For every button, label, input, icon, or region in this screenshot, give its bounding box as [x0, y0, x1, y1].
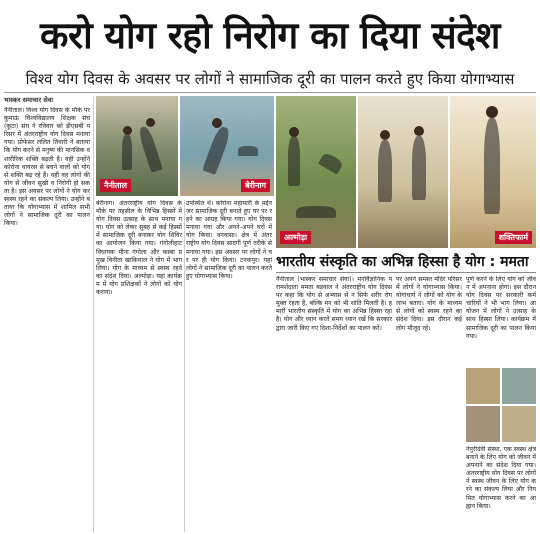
article-column-3: उपस्थित थे। कोरोना महामारी के मद्देनजर सामाजिक दूरी बनाते हुए घर पर रहने का आग्रह किया गया। योग दिवस मनाया गया और अपने-अपने घरों में योग किया। वनवासा। क्षेत्र में अंतरराष्ट्रीय योग दिवस सादगी पूर्ण तरीके से मनाया गया। इस अवसर पर लोगों ने घर पर ही योग किया। टनकपुर। यहां लोगों ने सामाजिक दूरी का पालन करते हुए योगाभ्यास किया। — [186, 200, 272, 280]
column-divider — [184, 200, 185, 532]
headline: करो योग रहो निरोग का दिया संदेश — [40, 13, 500, 57]
photo-caption: नैनीताल — [100, 179, 131, 192]
photo-small — [466, 406, 500, 442]
article-column-6: नेपुरीदेवी संस्था, एक स्वस्थ क्षेत्र बनाने के लिए योग को जीवन में अपनाने का संदेश दिया गया। अंतरराष्ट्रीय योग दिवस पर लोगों ने स्वस्थ जीवन के लिए योग करने का संकल्प लिया और नियमित योगाभ्यास करने का आह्वान किया। — [466, 446, 536, 510]
article-column-5: पूर्ण करने के लिए योग को जीवन में अपनाना होगा। इस दौरान योग दिवस पर सरकारी कर्मचारियों ने भी भाग लिया। आयोजन में लोगों ने उत्साह के साथ हिस्सा लिया। कार्यक्रम में सामाजिक दूरी का पालन किया गया। — [466, 276, 536, 340]
photo-caption: शक्तिफार्म — [495, 231, 532, 244]
second-story-headline: भारतीय संस्कृति का अभिन्न हिस्सा है योग : ममता — [276, 253, 529, 270]
subheadline: विश्व योग दिवस के अवसर पर लोगों ने सामाजिक दूरी का पालन करते हुए किया योगाभ्यास — [25, 70, 515, 88]
byline: भास्कर समाचार सेवा — [4, 96, 54, 104]
photo-caption: अल्मोड़ा — [280, 231, 311, 244]
article-column-1: नैनीताल। विश्व योग दिवस के मौके पर कुमाऊं विश्वविद्यालय शिक्षक संघ (कूटा) संघ ने रविवार को डीएसबी परिसर में अंतरराष्ट्रीय योग दिवस मनाया गया। प्रोफेसर ललित तिवारी ने बताया कि योग करने से मनुष्य की मानसिक व शारीरिक शक्ति बढ़ती है। वहीं उन्होंने कोरोना वायरस से बचने वालों को योग से शक्ति बढ़ रहे हैं। वहीं वह लोगों की योग से जीवन सुखी व निरोगी हो सकता है। इस अवसर पर लोगों ने योग कर स्वस्थ रहने का संकल्प लिया। उन्होंने बताया कि योगाभ्यास में शामिल सभी लोगों ने सामाजिक दूरी का पालन किया। — [4, 107, 90, 228]
photo-caption: बेरीनाग — [241, 179, 270, 192]
divider — [4, 92, 536, 93]
photo-small — [502, 406, 536, 442]
photo-shaktifarm-group — [358, 96, 448, 248]
second-story-text: नैनीताल (भास्कर समाचार सेवा)। मनोवैज्ञानिक परामर्शदाता ममता बडवाल ने अंतरराष्ट्रीय योग दिवस पर कहा कि योग से अभ्यास से न सिर्फ शरीर रोगमुक्त रहता है, बल्कि मन को भी शांति मिलती है। हमारी भारतीय संस्कृति में योग का अभिन्न हिस्सा रहा है। योग और ध्यान करते समय ध्यान रखें कि सरकार द्वारा जारी किए गए दिशा-निर्देशों का पालन करें। — [276, 276, 392, 332]
photo-shaktifarm — [450, 96, 536, 248]
photo-small — [466, 368, 500, 404]
photo-berinag — [180, 96, 274, 196]
article-column-4: पर अपने समस्त मंदिर परिसर में लोगों ने योगाभ्यास किया। योगाचार्य ने लोगों को योग के लाभ बताए। योग के माध्यम से लोगों को स्वस्थ रहने का संदेश दिया। इस दौरान कई लोग मौजूद रहे। — [396, 276, 462, 332]
photo-small — [502, 368, 536, 404]
divider — [276, 272, 536, 273]
article-column-2: बेरीनाग। अंतरराष्ट्रीय योग दिवस के मौके पर तहसील के विभिन्न हिस्सों में योग दिवस उत्साह के साथ मनाया गया। योग को लेकर सुबह से कई हिस्सों में सामाजिक दूरी बनाकर योग शिविर का आयोजन किया गया। गंगोलीहाट विधायक मीना गंगोला और कस्बा प्रमुख विनीता खाकियाल ने योग में भाग लिया। योग के माध्यम से स्वस्थ रहने का संदेश दिया। अल्मोड़ा। यहां कार्यक्रम में योग प्रशिक्षकों ने लोगों को योग कराया। — [96, 200, 182, 297]
column-divider — [93, 96, 94, 532]
photo-almora — [276, 96, 356, 248]
photo-nainital — [96, 96, 178, 196]
